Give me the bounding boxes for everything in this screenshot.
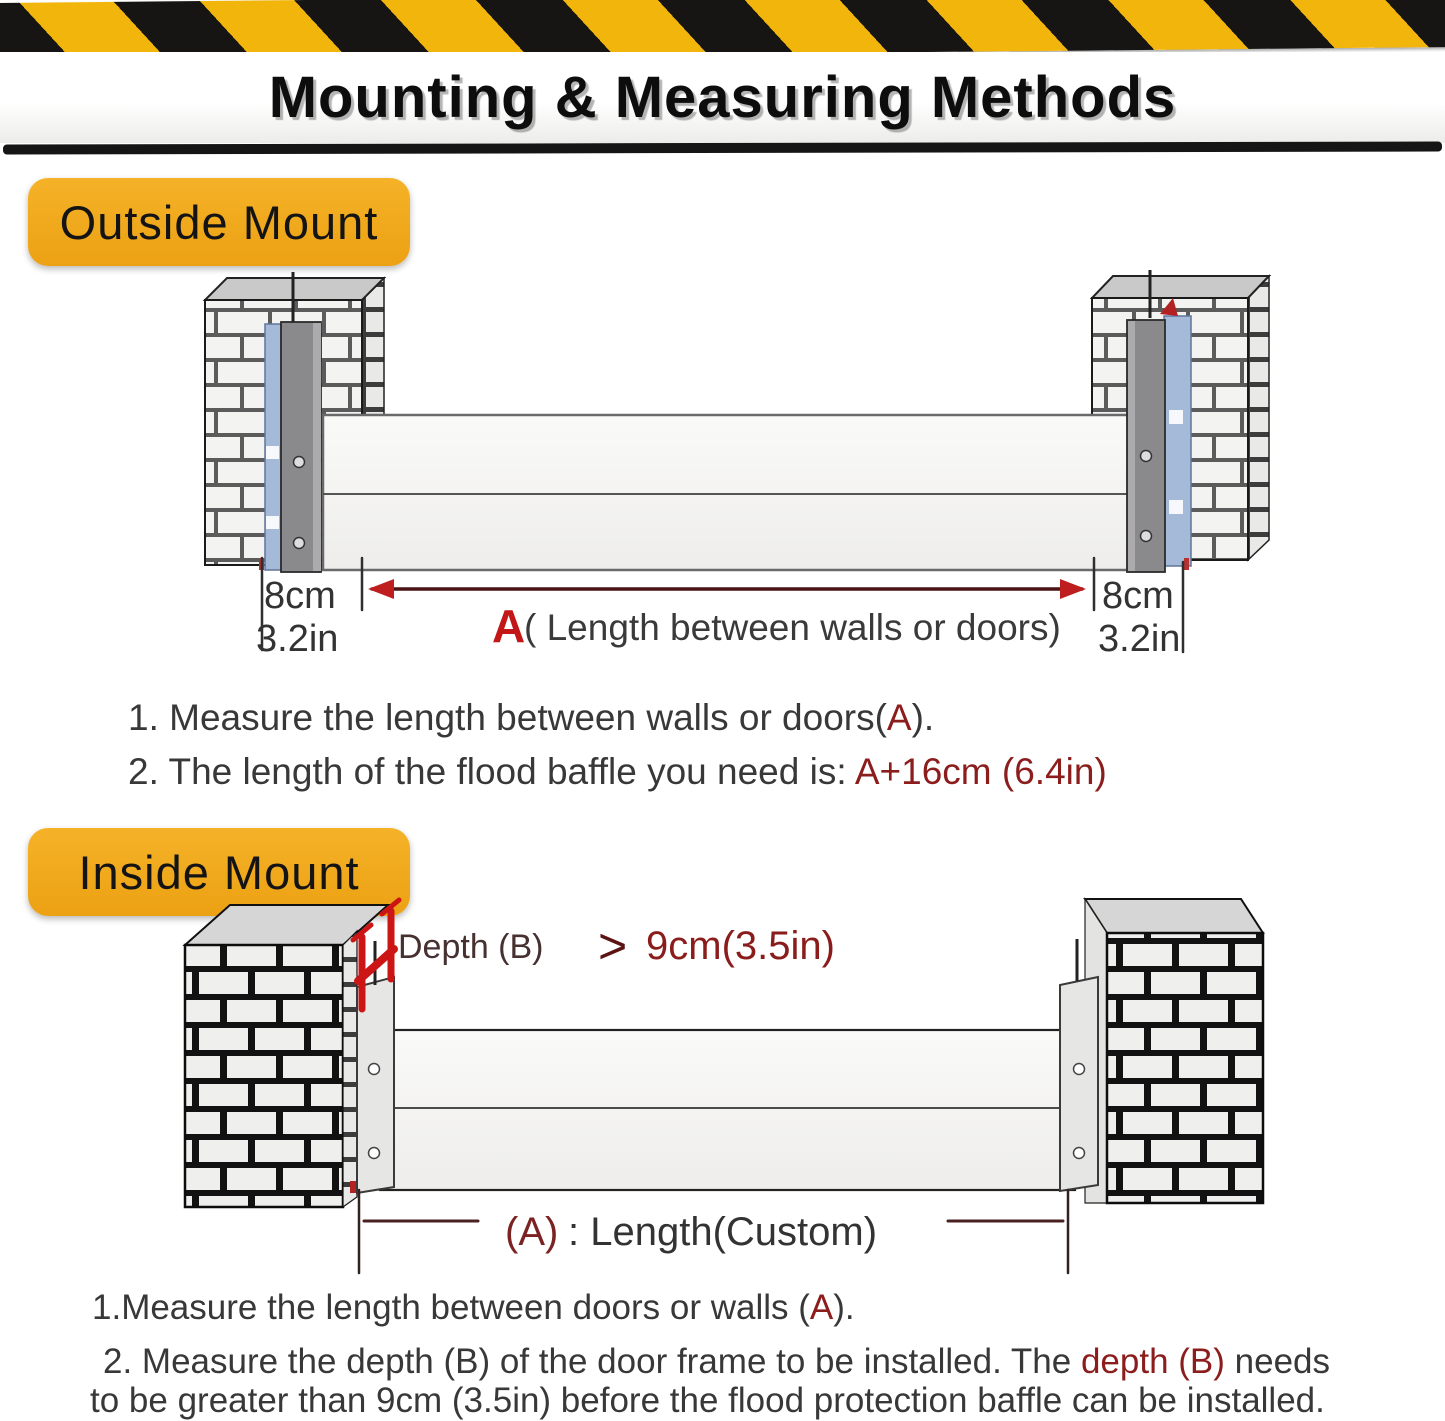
span-label: ( Length between walls or doors): [524, 607, 1061, 648]
span-letter-a: A: [492, 600, 526, 652]
title-band: [0, 52, 1445, 143]
inside-flood-barrier-panels: [380, 1030, 1075, 1190]
inside-left-pillar-front: [185, 945, 343, 1207]
screw-hole: [1141, 451, 1152, 462]
right-seal-strip: [1164, 316, 1191, 566]
inside-mount-diagram: [0, 885, 1445, 1277]
length-label-a: (A): [505, 1210, 559, 1254]
header-divider-bar: [3, 141, 1442, 154]
screw-hole: [1074, 1064, 1085, 1075]
screw-hole: [1074, 1148, 1085, 1159]
arrowhead-right: [1060, 579, 1086, 599]
inside-step-2: 2. Measure the depth (B) of the door frame to be installed. The depth (B) needs: [103, 1342, 1331, 1381]
inside-mount-badge-label: Inside Mount: [78, 845, 360, 899]
flood-barrier-panels: [323, 415, 1130, 570]
inside-step-1: 1.Measure the length between doors or walls (A).: [92, 1288, 855, 1327]
depth-value: 9cm(3.5in): [646, 924, 835, 968]
screw-hole: [294, 457, 305, 468]
depth-label: Depth (B): [398, 928, 544, 966]
left-gap-cm-label: 8cm: [264, 575, 336, 617]
outside-right-pillar-top: [1092, 276, 1269, 298]
inside-right-pillar: [1085, 899, 1263, 1203]
outside-step-2: 2. The length of the flood baffle you need is: A+16cm (6.4in): [128, 751, 1107, 792]
left-gap-in-label: 3.2in: [256, 618, 339, 660]
outside-right-pillar-side: [1248, 276, 1269, 560]
inside-right-pillar-top: [1085, 899, 1263, 933]
page-title: Mounting & Measuring Methods: [268, 65, 1177, 130]
screw-hole: [1141, 531, 1152, 542]
outside-mount-badge: [28, 178, 410, 266]
screw-hole: [294, 538, 305, 549]
inside-step-2-line-2: to be greater than 9cm (3.5in) before the flood protection baffle can be installed.: [90, 1381, 1325, 1420]
right-gap-in-label: 3.2in: [1098, 618, 1181, 660]
arrowhead-left: [368, 579, 394, 599]
outside-mount-diagram: [0, 260, 1445, 675]
screw-hole: [369, 1148, 380, 1159]
inside-left-pillar-corner: [343, 931, 357, 1207]
left-seal-strip: [265, 324, 281, 570]
length-label-rest: : Length(Custom): [568, 1210, 878, 1254]
right-gap-cm-label: 8cm: [1102, 575, 1174, 617]
outside-mount-badge-label: Outside Mount: [59, 195, 379, 249]
screw-hole: [369, 1064, 380, 1075]
depth-gt-sign: >: [598, 918, 628, 974]
outside-step-1: 1. Measure the length between walls or doors(A).: [128, 697, 935, 738]
inside-right-pillar-front: [1107, 933, 1263, 1203]
